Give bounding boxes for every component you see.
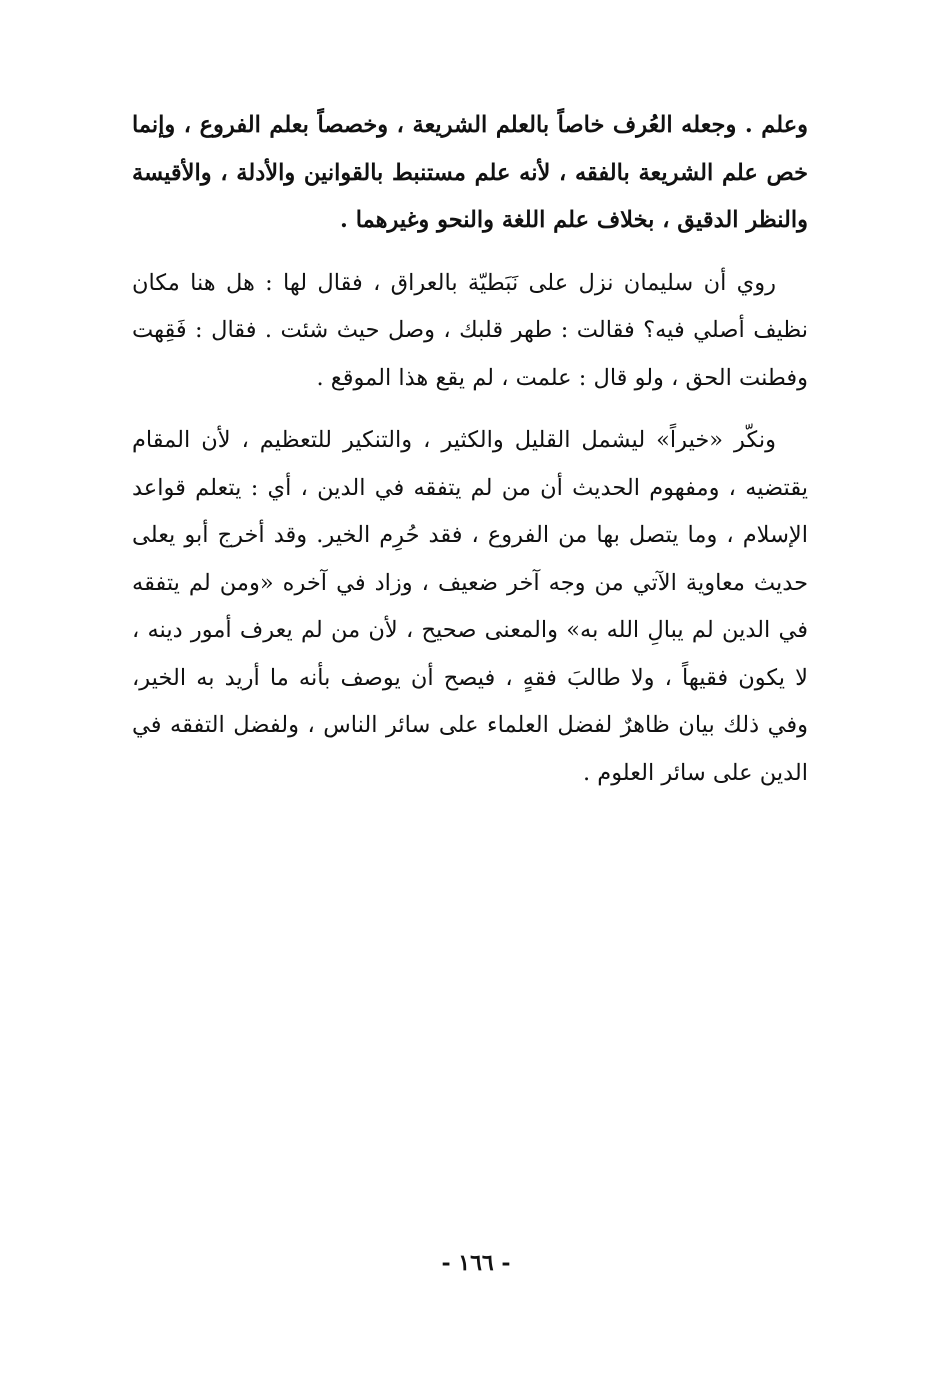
page-number: - ١٦٦ - [441,1250,511,1276]
body-text [132,102,808,797]
paragraph-1: وعلم . وجعله العُرف خاصاً بالعلم الشريعة ، وخصصاً بعلم الفروع ، وإنما خص علم الشريعة بالفقه ، لأنه علم مستنبط بالقوانين والأدلة ، والأقيسة والنظر الدقيق ، بخلاف علم اللغة والنحو وغيرهما . [132,112,808,233]
paragraph-2: روي أن سليمان نزل على نَبَطيّة بالعراق ، فقال لها : هل هنا مكان نظيف أصلي فيه؟ فقالت : طهر قلبك ، وصل حيث شئت . فقال : فَقِهت وفطنت الحق ، ولو قال : علمت ، لم يقع هذا الموقع . [132,269,808,391]
paragraph-3: ونكّر «خيراً» ليشمل القليل والكثير ، والتنكير للتعظيم ، لأن المقام يقتضيه ، ومفهوم الحديث أن من لم يتفقه في الدين ، أي : يتعلم قواعد الإسلام ، وما يتصل بها من الفروع ، فقد حُرِم الخير. وقد أخرج أبو يعلى حديث معاوية الآتي من وجه آخر ضعيف ، وزاد في آخره «ومن لم يتفقه في الدين لم يبالِ الله به» والمعنى صحيح ، لأن من لم يعرف أمور دينه ، لا يكون فقيهاً ، ولا طالبَ فقهٍ ، فيصح أن يوصف بأنه ما أريد به الخير، وفي ذلك بيان ظاهرٌ لفضل العلماء على سائر الناس ، ولفضل التفقه في الدين على سائر العلوم . [132,427,808,786]
